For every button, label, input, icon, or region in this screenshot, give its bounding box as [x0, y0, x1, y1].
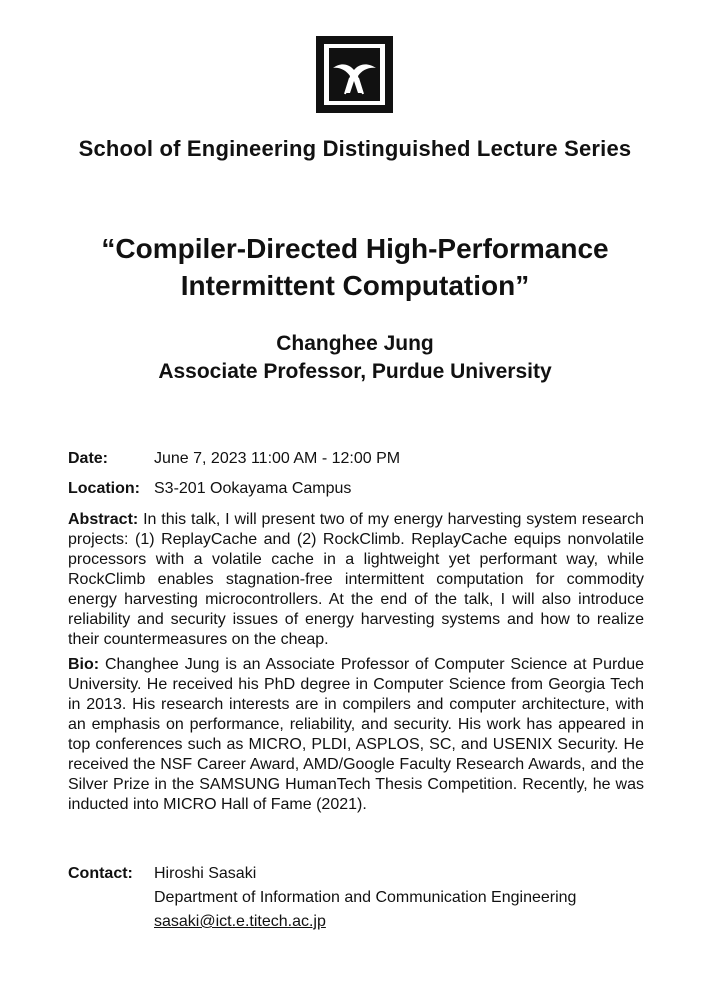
date-value: June 7, 2023 11:00 AM - 12:00 PM — [154, 450, 401, 467]
university-logo — [316, 36, 393, 113]
talk-title-line-2: Intermittent Computation” — [180, 270, 530, 301]
speaker-position: Associate Professor, Purdue University — [158, 360, 552, 383]
bio-text: Changhee Jung is an Associate Professor of Computer Science at Purdue University. He received his PhD degree in Computer Science from Georgia Tech in 2013. His research interests are in compilers and computer architecture, with an emphasis on performance, reliability, and security. His work has appeared in top conferences such as MICRO, PLDI, ASPLOS, SC, and USENIX Security. He received the NSF Career Award, AMD/Google Faculty Research Awards, and the Silver Prize in the SAMSUNG HumanTech Thesis Competition. Recently, he was inducted into MICRO Hall of Fame (2021). — [68, 656, 644, 813]
abstract-paragraph — [68, 510, 644, 650]
contact-email-link[interactable]: sasaki@ict.e.titech.ac.jp — [154, 913, 326, 930]
abstract-label: Abstract: — [68, 511, 139, 528]
date-row — [68, 450, 400, 468]
swallow-emblem-icon — [329, 48, 380, 101]
location-label: Location: — [68, 480, 140, 497]
speaker-name: Changhee Jung — [276, 332, 434, 355]
date-label: Date: — [68, 450, 109, 467]
talk-title — [0, 230, 710, 304]
speaker-block — [0, 330, 710, 386]
location-value: S3-201 Ookayama Campus — [154, 480, 352, 497]
contact-name: Hiroshi Sasaki — [154, 865, 257, 882]
contact-label: Contact: — [68, 865, 133, 882]
bio-paragraph — [68, 655, 644, 815]
lecture-series-title: School of Engineering Distinguished Lecture Series — [78, 136, 632, 161]
abstract-text: In this talk, I will present two of my energy harvesting system research projects: (1) ReplayCache and (2) RockClimb. ReplayCache equips nonvolatile processors with a volatile cache in a lightweight yet performant way, while RockClimb enables stagnation-free intermittent computation for commodity energy harvesting microcontrollers. At the end of the talk, I will also introduce reliability and security issues of energy harvesting systems and how to realize their countermeasures on the cheap. — [68, 511, 644, 648]
talk-title-line-1: “Compiler-Directed High-Performance — [101, 233, 609, 264]
bio-label: Bio: — [68, 656, 100, 673]
location-row — [68, 480, 351, 498]
contact-department: Department of Information and Communication Engineering — [154, 889, 577, 906]
